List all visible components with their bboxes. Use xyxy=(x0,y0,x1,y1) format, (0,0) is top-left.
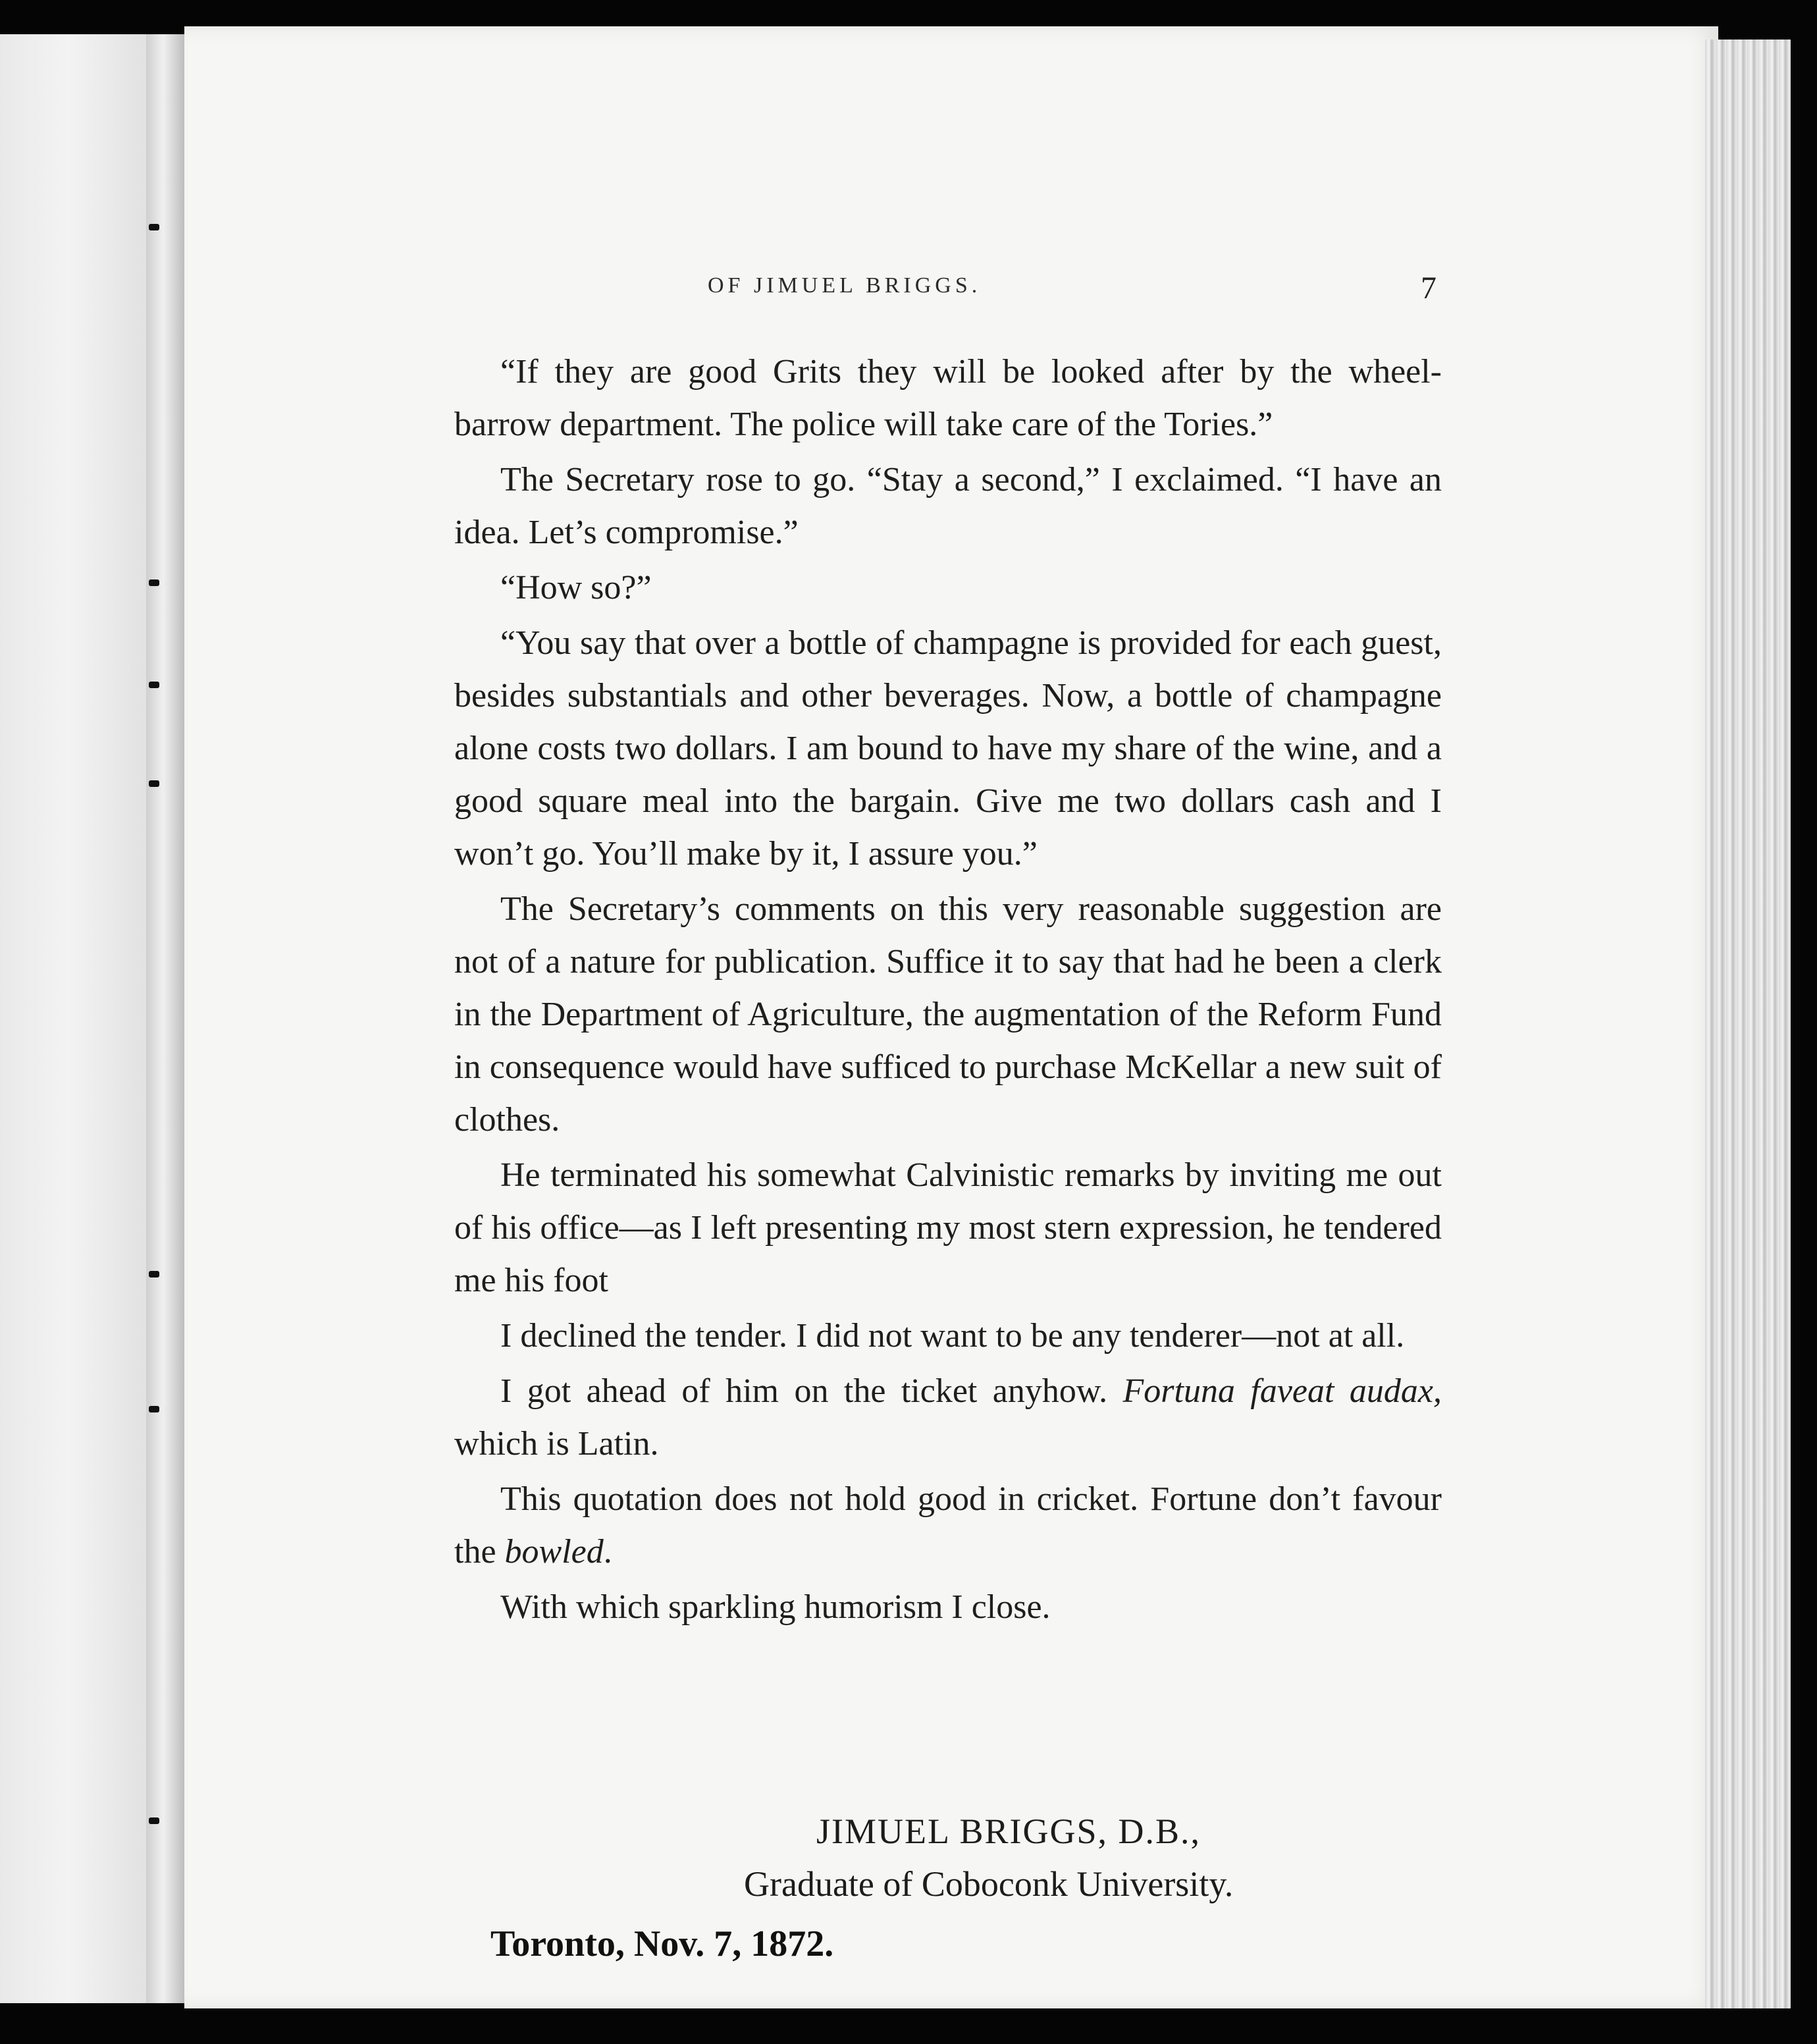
page-number: 7 xyxy=(1421,271,1436,306)
binding-stitch xyxy=(149,224,159,230)
paragraph-text: I got ahead of him on the ticket anyhow. xyxy=(500,1372,1123,1410)
body-text xyxy=(454,346,1442,1636)
page-edges xyxy=(1705,40,1791,2008)
binding-stitch xyxy=(149,780,159,787)
running-head: OF JIMUEL BRIGGS. xyxy=(708,273,982,298)
binding-stitch xyxy=(149,1271,159,1278)
paragraph: He terminated his somewhat Calvinistic remarks by inviting me out of his office—as I left presenting my most stern expression, he tendered me his foot xyxy=(454,1156,1442,1299)
binding-stitch xyxy=(149,682,159,688)
paragraph: The Secretary rose to go. “Stay a second,” I exclaimed. “I have an idea. Let’s compromise.” xyxy=(454,461,1442,551)
paragraph: I declined the tender. I did not want to be any tenderer—not at all. xyxy=(500,1317,1405,1355)
signature-title: Graduate of Coboconk University. xyxy=(744,1864,1234,1904)
paragraph xyxy=(454,1473,1442,1578)
paragraph-text: which is Latin. xyxy=(454,1425,659,1463)
paragraph: The Secretary’s comments on this very reasonable suggestion are not of a nature for publication. Suffice it to say that had he been a clerk in the Department of Agriculture, the augmentation of the Reform Fund in consequence would have sufficed to purchase McKellar a new suit of clothes. xyxy=(454,890,1442,1139)
binding-stitch xyxy=(149,579,159,586)
signature-name: JIMUEL BRIGGS, D.B., xyxy=(816,1812,1201,1851)
latin-quotation: Fortuna faveat audax, xyxy=(1122,1372,1442,1410)
binding-stitch xyxy=(149,1406,159,1412)
book-gutter xyxy=(146,34,184,2003)
paragraph-text: This quotation does not hold good in cricket. Fortune don’t favour the xyxy=(454,1480,1442,1571)
paragraph xyxy=(454,1365,1442,1470)
paragraph: “If they are good Grits they will be looked after by the wheel-barrow department. The police will take care of the Tories.” xyxy=(454,353,1442,443)
paragraph: “How so?” xyxy=(500,569,652,606)
italic-word: bowled xyxy=(504,1533,604,1571)
paragraph: With which sparkling humorism I close. xyxy=(500,1588,1051,1626)
paragraph-text: . xyxy=(603,1533,612,1571)
place-date: Toronto, Nov. 7, 1872. xyxy=(490,1923,834,1964)
paragraph: “You say that over a bottle of champagne is provided for each guest, besides substantials and other beverages. Now, a bottle of champagne alone costs two dollars. I am bound to have my share of the wine, and a good square meal into the bargain. Give me two dollars cash and I won’t go. You’ll make by it, I assure you.” xyxy=(454,624,1442,873)
binding-stitch xyxy=(149,1817,159,1824)
left-page-edge xyxy=(0,34,171,2003)
